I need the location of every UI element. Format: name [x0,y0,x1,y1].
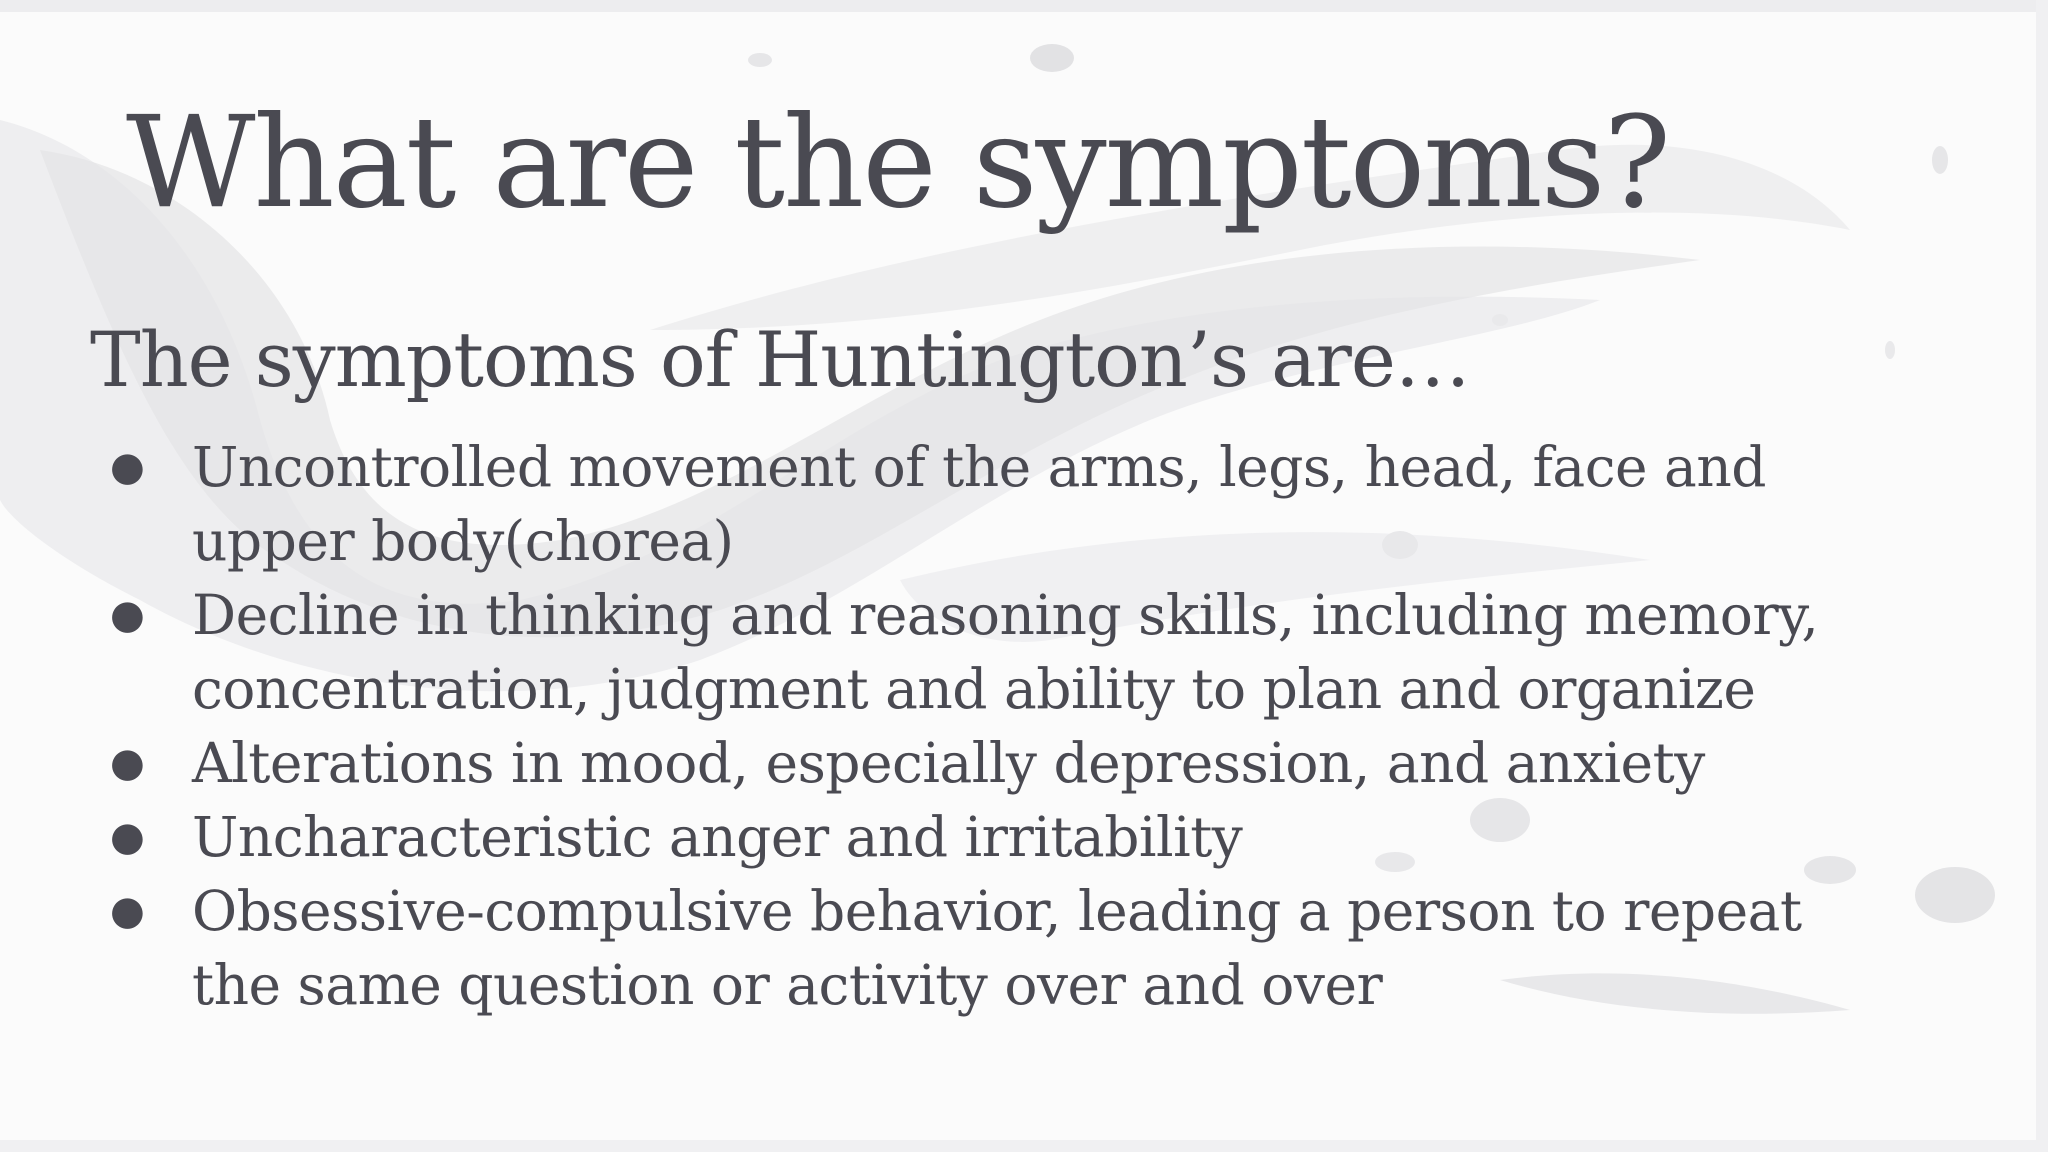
list-item [100,874,1900,1022]
symptoms-list [100,430,1900,1022]
slide-title: What are the symptoms? [126,89,1669,236]
list-item-text: Uncharacteristic anger and irritability [192,805,1243,869]
list-item-text: Alterations in mood, especially depression, and anxiety [192,731,1705,795]
bullet-icon: ● [110,740,145,786]
list-item-text: Uncontrolled movement of the arms, legs, head, face and upper body(chorea) [192,435,1766,573]
slide-subtitle: The symptoms of Huntington’s are… [90,315,1470,404]
list-item [100,430,1900,578]
bullet-icon: ● [110,888,145,934]
list-item-text: Decline in thinking and reasoning skills, including memory, concentration, judgment and ability to plan and organize [192,583,1819,721]
list-item [100,726,1900,800]
bullet-icon: ● [110,444,145,490]
list-item [100,800,1900,874]
bullet-icon: ● [110,814,145,860]
list-item-text: Obsessive-compulsive behavior, leading a person to repeat the same question or activity over and over [192,879,1802,1017]
list-item [100,578,1900,726]
bullet-icon: ● [110,592,145,638]
